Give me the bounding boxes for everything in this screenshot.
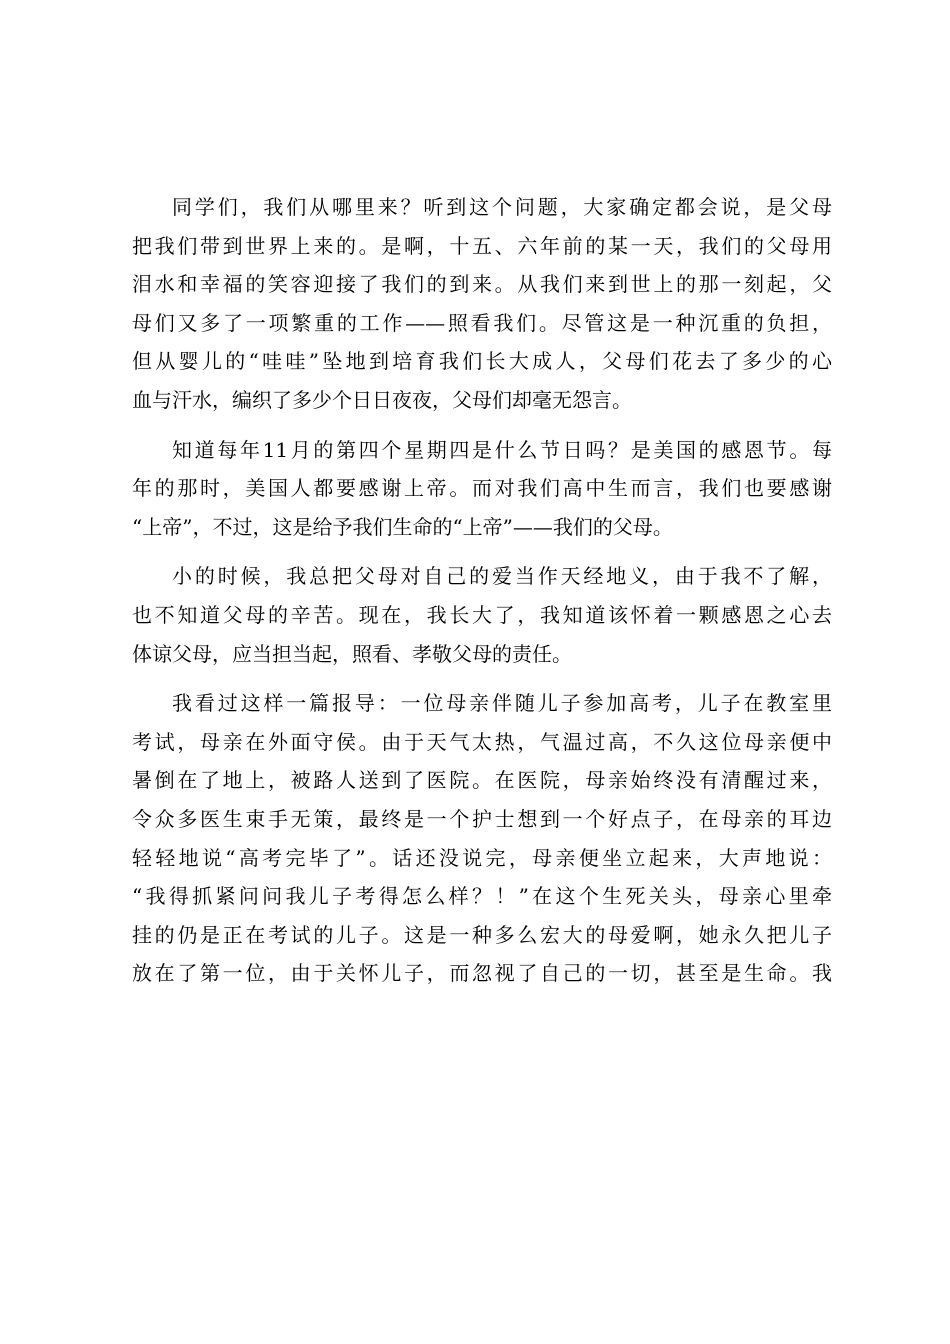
paragraph-gap <box>132 420 832 431</box>
paragraph-4 <box>132 684 832 993</box>
paragraph-3 <box>132 557 832 673</box>
paragraph-line: 知道每年11月的第四个星期四是什么节日吗？是美国的感恩节。每 <box>172 437 832 462</box>
paragraph-line: 考试，母亲在外面守侯。由于天气太热，气温过高，不久这位母亲便中 <box>132 729 832 754</box>
paragraph-line: 轻轻地说“高考完毕了”。话还没说完，母亲便坐立起来，大声地说： <box>132 845 832 870</box>
paragraph-line: 令众多医生束手无策，最终是一个护士想到一个好点子，在母亲的耳边 <box>132 806 832 831</box>
paragraph-1 <box>132 188 832 420</box>
paragraph-line: 我看过这样一篇报导：一位母亲伴随儿子参加高考，儿子在教室里 <box>172 691 832 716</box>
paragraph-line: 把我们带到世界上来的。是啊，十五、六年前的某一天，我们的父母用 <box>132 233 832 258</box>
paragraph-line: 小的时候，我总把父母对自己的爱当作天经地义，由于我不了解， <box>172 564 832 589</box>
paragraph-line: 母们又多了一项繁重的工作——照看我们。尽管这是一种沉重的负担， <box>132 310 832 335</box>
paragraph-line: 年的那时，美国人都要感谢上帝。而对我们高中生而言，我们也要感谢 <box>132 476 832 501</box>
paragraph-line: 也不知道父母的辛苦。现在，我长大了，我知道该怀着一颗感恩之心去 <box>132 602 832 627</box>
paragraph-line: 但从婴儿的“哇哇”坠地到培育我们长大成人，父母们花去了多少的心 <box>132 349 832 374</box>
paragraph-line: “我得抓紧问问我儿子考得怎么样？！”在这个生死关头，母亲心里牵 <box>132 884 832 909</box>
paragraph-line: 挂的仍是正在考试的儿子。这是一种多么宏大的母爱啊，她永久把儿子 <box>132 922 832 947</box>
paragraph-gap <box>132 673 832 684</box>
paragraph-line: 同学们，我们从哪里来？听到这个问题，大家确定都会说，是父母 <box>172 195 832 219</box>
paragraph-line: 泪水和幸福的笑容迎接了我们的到来。从我们来到世上的那一刻起，父 <box>132 272 832 297</box>
paragraph-gap <box>132 546 832 557</box>
paragraph-2 <box>132 431 832 547</box>
paragraph-line: 血与汗水，编织了多少个日日夜夜，父母们却毫无怨言。 <box>132 387 632 412</box>
paragraph-line: “上帝”，不过，这是给予我们生命的“上帝”——我们的父母。 <box>132 514 673 539</box>
paragraph-line: 暑倒在了地上，被路人送到了医院。在医院，母亲始终没有清醒过来， <box>132 768 832 793</box>
paragraph-line: 放在了第一位，由于关怀儿子，而忽视了自己的一切，甚至是生命。我 <box>132 961 832 986</box>
document-body <box>132 188 832 993</box>
paragraph-line: 体谅父母，应当担当起，照看、孝敬父母的责任。 <box>132 641 572 666</box>
